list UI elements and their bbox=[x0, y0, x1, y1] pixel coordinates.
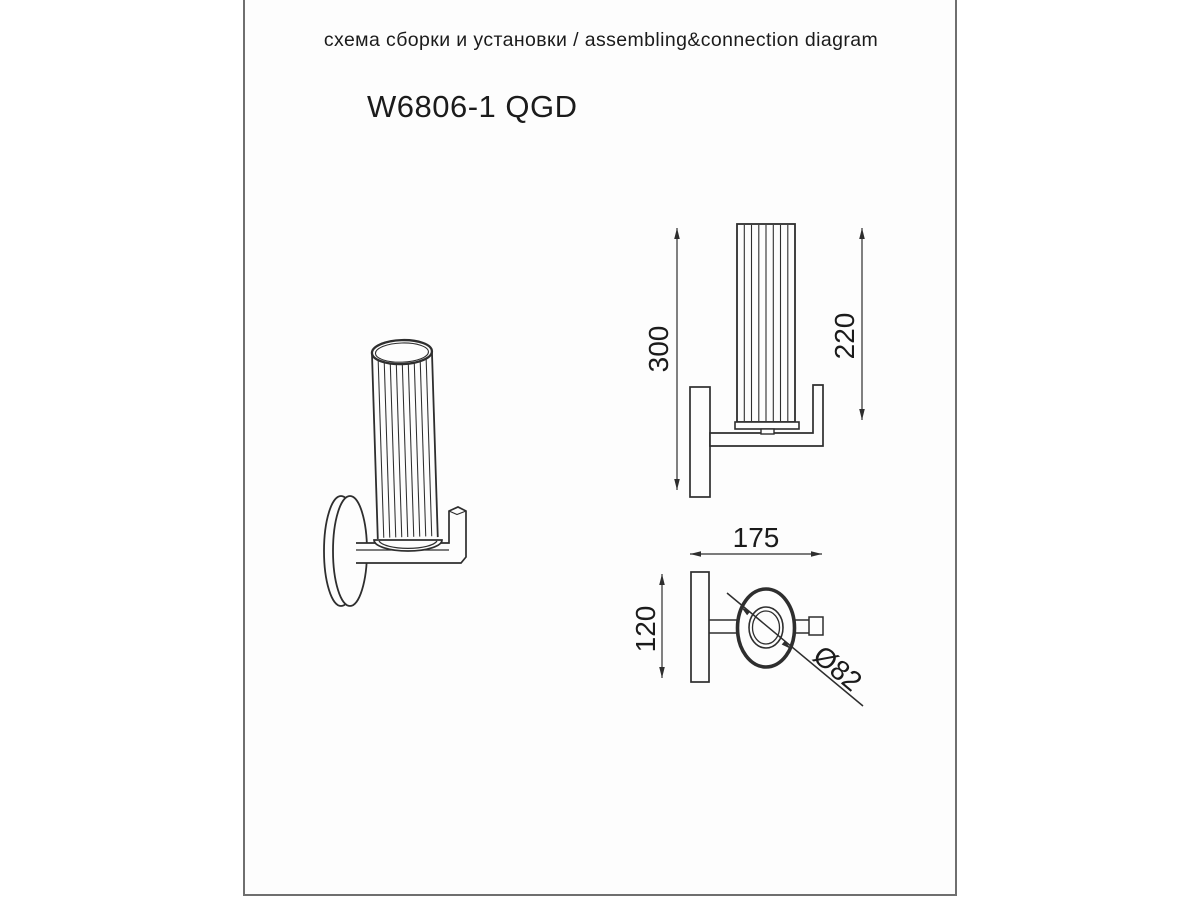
dim-label-175: 175 bbox=[732, 522, 780, 553]
shade-bottom-cap bbox=[735, 422, 799, 429]
dim-label-diameter: Ø82 bbox=[807, 639, 868, 698]
backplate-side bbox=[690, 387, 710, 497]
shade-stem bbox=[761, 429, 774, 434]
page-title: схема сборки и установки / assembling&connection diagram bbox=[323, 29, 879, 51]
arm-end-cap bbox=[809, 617, 823, 635]
model-number: W6806-1 QGD bbox=[367, 89, 578, 124]
sheet-border bbox=[244, 0, 956, 895]
dim-label-120: 120 bbox=[630, 605, 661, 653]
backplate-top bbox=[691, 572, 709, 682]
socket-ring-outer bbox=[749, 607, 783, 648]
dim-label-300: 300 bbox=[643, 325, 674, 373]
dim-label-220: 220 bbox=[829, 312, 860, 360]
